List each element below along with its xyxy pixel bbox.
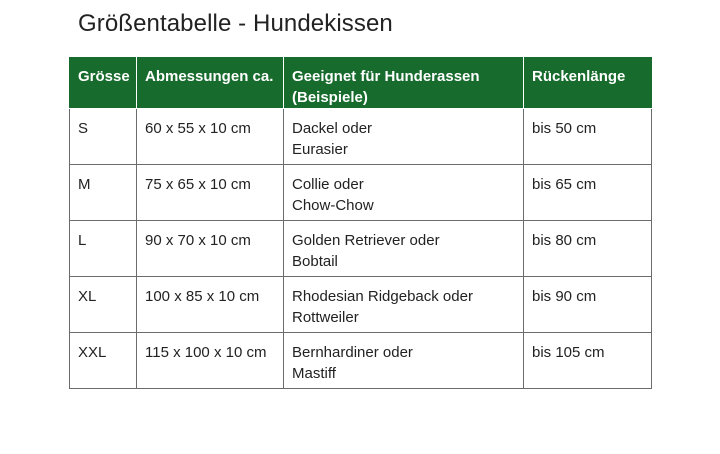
cell-size: XXL [70,333,137,389]
cell-breeds [284,221,524,277]
cell-back-length: bis 90 cm [524,277,652,333]
cell-breeds [284,277,524,333]
table-row [70,221,652,277]
header-back-length-label: Rückenlänge [532,68,626,85]
cell-back-length: bis 105 cm [524,333,652,389]
table-row [70,277,652,333]
breed-line: Bernhardiner oder [292,344,413,361]
table-row [70,333,652,389]
breed-line: Rhodesian Ridgeback oder [292,288,473,305]
cell-breeds [284,165,524,221]
cell-size: M [70,165,137,221]
header-size [70,58,137,109]
breed-line: Golden Retriever oder [292,232,440,249]
header-breeds-label-line2: (Beispiele) [292,89,368,106]
cell-breeds [284,109,524,165]
cell-dimensions: 100 x 85 x 10 cm [137,277,284,333]
header-back-length [524,58,652,109]
table-header-row [70,58,652,109]
cell-back-length: bis 65 cm [524,165,652,221]
header-breeds-label-line1: Geeignet für Hunderassen [292,68,480,85]
cell-breeds [284,333,524,389]
breed-line: Bobtail [292,253,338,270]
cell-dimensions: 60 x 55 x 10 cm [137,109,284,165]
cell-size: L [70,221,137,277]
breed-line: Dackel oder [292,120,373,137]
table-row [70,165,652,221]
breed-line: Mastiff [292,365,336,382]
header-dimensions [137,58,284,109]
page-title: Größentabelle - Hundekissen [78,10,393,37]
cell-dimensions: 90 x 70 x 10 cm [137,221,284,277]
breed-line: Chow-Chow [292,197,374,214]
table-row [70,109,652,165]
size-table [69,57,652,389]
cell-size: XL [70,277,137,333]
cell-back-length: bis 80 cm [524,221,652,277]
breed-line: Collie oder [292,176,364,193]
cell-dimensions: 115 x 100 x 10 cm [137,333,284,389]
header-size-label: Grösse [78,68,130,85]
breed-line: Rottweiler [292,309,359,326]
cell-back-length: bis 50 cm [524,109,652,165]
cell-dimensions: 75 x 65 x 10 cm [137,165,284,221]
cell-size: S [70,109,137,165]
header-dimensions-label: Abmessungen ca. [145,68,274,85]
breed-line: Eurasier [292,141,348,158]
header-breeds [284,58,524,109]
